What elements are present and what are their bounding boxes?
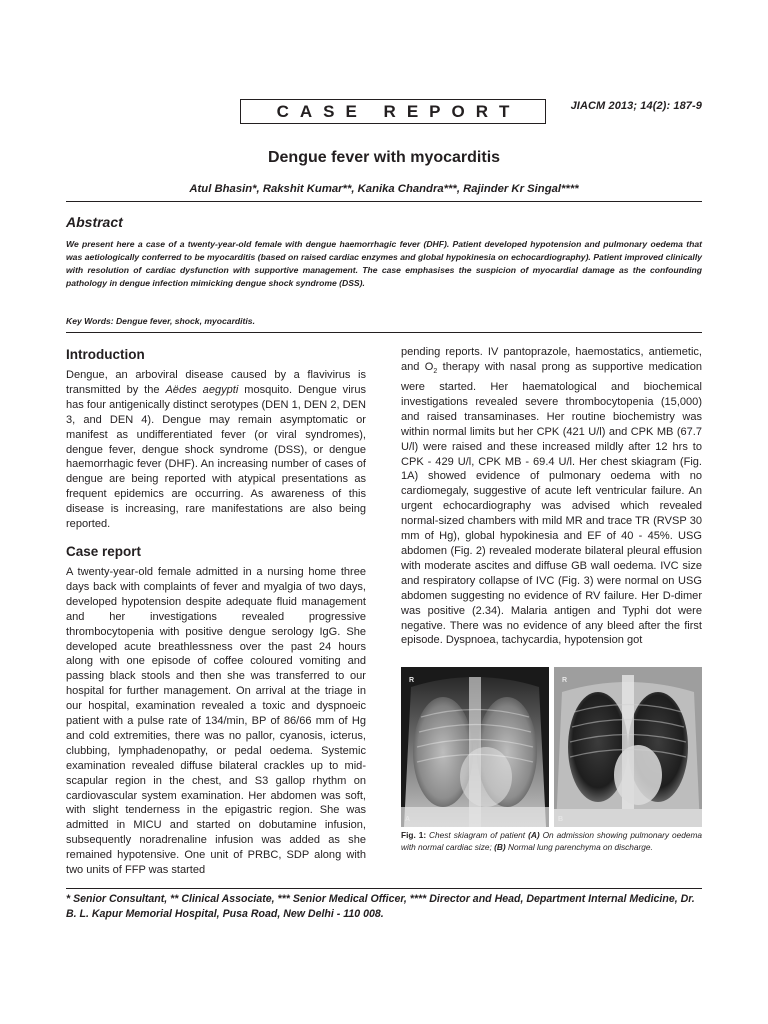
article-title: Dengue fever with myocarditis [267, 149, 501, 166]
left-column [66, 345, 366, 878]
chest-xray-image-a [401, 667, 549, 827]
xray-panel-b [554, 667, 702, 827]
keywords: Key Words: Dengue fever, shock, myocarditis. [66, 316, 255, 326]
abstract-heading: Abstract [66, 214, 123, 230]
section-label: CASE REPORT [240, 99, 546, 124]
panel-label: A [405, 816, 411, 823]
continued-text-part: pending reports. IV pantoprazole, haemostatics, antiemetic, and O [401, 346, 702, 373]
species-name: Aëdes aegypti [165, 383, 239, 396]
caption-text: On admission showing pulmonary oedema with normal cardiac size; [401, 830, 702, 852]
xray-panel-a [401, 667, 549, 827]
introduction-text-part: mosquito. Dengue virus has four antigenically distinct serotypes (DEN 1, DEN 2, DEN 3, and DEN 4). Dengue may remain asymptomatic or manifest as undifferentiated fever (or viral syndromes), dengue fever, dengue shock syndrome (DSS), or dengue haemorrhagic fever (DHF). An increasing number of cases of dengue are being reported with atypical presentations as frequent epidemics are occurring. As awareness of this disease is increasing, rare manifestations are also being reported. [66, 383, 366, 531]
footnote-rule [66, 888, 702, 889]
abstract-text: We present here a case of a twenty-year-old female with dengue haemorrhagic fever (DHF). Patient developed hypotension and pulmonary oedema that was aetiologically conferred to be myocarditis (based on raised cardiac enzymes and global hypokinesia on echocardiography). Patient improved clinically with resolution of cardiac dysfunction with supportive management. The case emphasises the suspicion of myocardial damage as the confounding pathology in dengue infection mimicking dengue shock syndrome (DSS). [66, 239, 702, 289]
caption-label: Fig. 1: [401, 830, 427, 840]
caption-text: Normal lung parenchyma on discharge. [505, 841, 653, 852]
right-column [401, 345, 702, 648]
case-report-text: A twenty-year-old female admitted in a nursing home three days back with complaints of fever and myalgia of two days, developed hypotension despite adequate fluid management and her investigations revealed progressive thrombocytopenia with positive dengue serology IgG. She developed acute breathlessness over the past 24 hours along with one episode of coffee coloured vomiting and passing black stools and then she was transferred to our hospital for further management. On arrival at the triage in our hospital, examination revealed a toxic and dyspnoeic patient with a pulse rate of 134/min, BP of 86/66 mm of Hg and cold extremities, there was no pallor, cyanosis, icterus, clubbing, lymphadenopathy, or pedal oedema. Systemic examination revealed diffuse bilateral crackles up to mid-scapular region in the chest, and S3 gallop rhythm on cardiovascular system examination. Her abdomen was soft, with slight tenderness in the epigastric region. She was admitted in MICU and started on dobutamine infusion, subsequently noradrenaline infusion was added as she remained hypotensive. One unit of PRBC, SDP along with two units of FFP was started [66, 565, 366, 877]
abstract-rule [66, 332, 702, 333]
panel-label: B [558, 816, 564, 823]
panel-marker: R [409, 677, 415, 684]
figure-1 [401, 667, 702, 827]
continued-text-part: therapy with nasal prong as supportive medication were started. Her haematological and biochemical investigations revealed severe thrombocytopenia (15,000) and raised transaminases. Her routine biochemistry was within normal limits but her CPK (421 U/l) and CPK MB (67.7 U/l) were raised and these increased mildly after 12 hrs to CPK - 429 U/l, CPK MB - 69.4 U/l. Her chest skiagram (Fig. 1A) showed evidence of pulmonary oedema with no cardiomegaly, suggestive of acute left ventricular failure. An urgent echocardiography was advised which revealed normal-sized chambers with mild MR and trace TR (RVSP 30 mm of Hg), global hypokinesia and EF of 40 - 45%. USG abdomen (Fig. 2) revealed moderate bilateral pleural effusion with moderate ascites and diffuse GB wall oedema. IVC size and respiratory collapse of IVC (Fig. 3) were normal on USG abdomen suggesting no evidence of RV failure. Her D-dimer was positive (2.34). Malaria antigen and Typhi dot were negative. There was no evidence of any bleed after the first episode. Dyspnoea, tachycardia, hypotension got [401, 360, 703, 647]
caption-panel-ref: (A) [528, 830, 540, 840]
subscript: 2 [433, 368, 438, 376]
caption-panel-ref: (B) [494, 841, 506, 852]
introduction-heading: Introduction [66, 347, 145, 362]
author-list: Atul Bhasin*, Rakshit Kumar**, Kanika Chandra***, Rajinder Kr Singal**** [189, 183, 579, 195]
case-report-continued [401, 345, 702, 648]
introduction-text-part: Dengue, an arboviral disease caused by a flavivirus is transmitted by the [66, 369, 366, 396]
figure-1-caption [401, 830, 702, 853]
panel-marker: R [562, 677, 568, 684]
case-report-heading: Case report [66, 543, 142, 559]
introduction-text [66, 368, 366, 532]
title-rule [66, 201, 702, 202]
journal-citation: JIACM 2013; 14(2): 187-9 [570, 100, 702, 112]
affiliation-footnote: * Senior Consultant, ** Clinical Associate, *** Senior Medical Officer, **** Director and Head, Department Internal Medicine, Dr. B. L. Kapur Memorial Hospital, Pusa Road, New Delhi - 110 008. [66, 893, 695, 920]
caption-text: Chest skiagram of patient [426, 830, 529, 840]
chest-xray-image-b [554, 667, 702, 827]
